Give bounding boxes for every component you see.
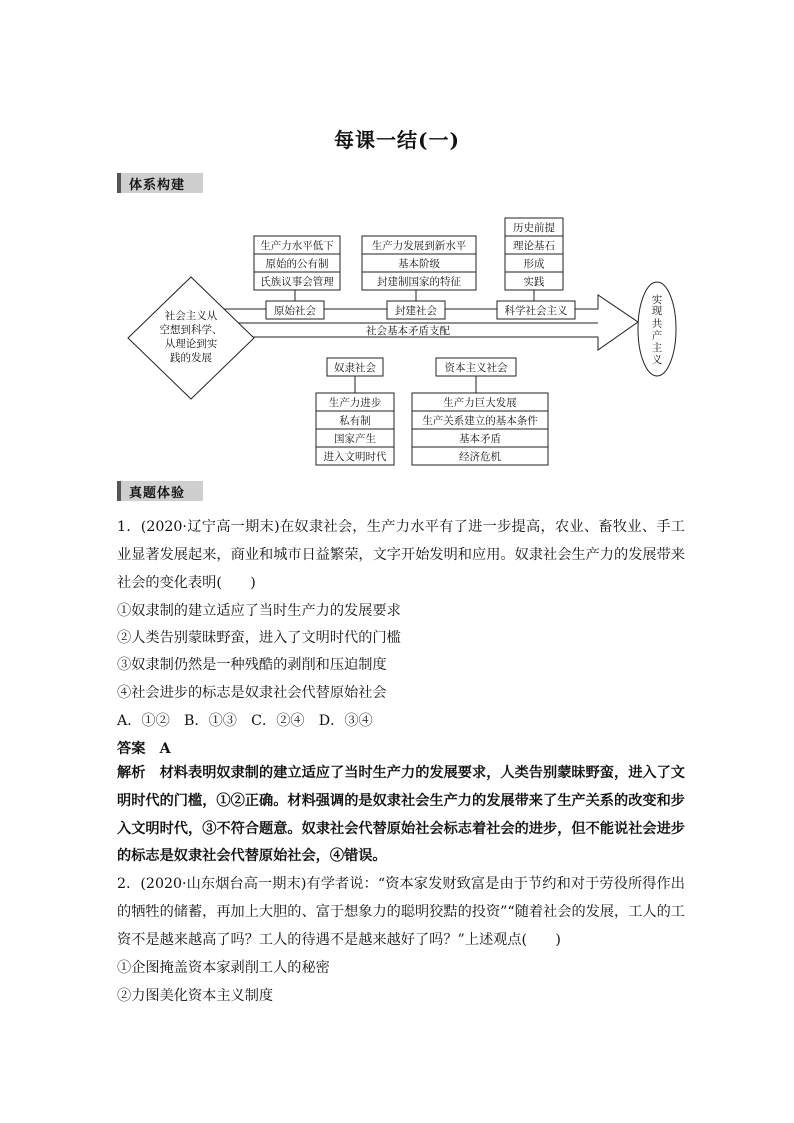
diamond-text: 践的发展 bbox=[170, 352, 212, 364]
detail-text: 封建制国家的特征 bbox=[377, 276, 461, 288]
detail-text: 生产力进步 bbox=[328, 397, 382, 409]
page-title: 每课一结(一) bbox=[334, 128, 460, 152]
section-label: 体系构建 bbox=[129, 177, 186, 193]
question-1-option: ②人类告别蒙昧野蛮，进入了文明时代的门槛 bbox=[117, 630, 401, 646]
detail-text: 形成 bbox=[523, 258, 545, 270]
detail-text: 进入文明时代 bbox=[323, 451, 387, 463]
question-1-choices: A．①② B．①③ C．②④ D．③④ bbox=[117, 713, 373, 729]
detail-text: 基本阶级 bbox=[398, 258, 440, 270]
question-1-option: ①奴隶制的建立适应了当时生产力的发展要求 bbox=[117, 603, 401, 619]
detail-text: 生产关系建立的基本条件 bbox=[422, 415, 538, 427]
detail-text: 生产力发展到新水平 bbox=[371, 240, 467, 252]
diamond-text: 空想到科学、 bbox=[159, 324, 223, 336]
oval-text: 共 bbox=[651, 318, 663, 330]
diamond-text: 从理论到实 bbox=[164, 338, 218, 350]
detail-text: 私有制 bbox=[339, 415, 371, 427]
detail-text: 理论基石 bbox=[513, 240, 555, 252]
section-header-exam bbox=[117, 481, 203, 501]
detail-text: 生产力巨大发展 bbox=[443, 397, 517, 409]
question-1-answer: 答案 A bbox=[117, 741, 171, 757]
detail-text: 经济危机 bbox=[459, 451, 501, 463]
detail-text: 原始的公有制 bbox=[265, 258, 329, 270]
question-1-option: ④社会进步的标志是奴隶社会代替原始社会 bbox=[117, 685, 387, 701]
oval-text: 实 bbox=[651, 294, 663, 306]
detail-text: 国家产生 bbox=[334, 433, 376, 445]
oval-text: 主 bbox=[651, 342, 663, 354]
detail-text: 历史前提 bbox=[513, 222, 555, 234]
question-1-option: ③奴隶制仍然是一种残酷的剥削和压迫制度 bbox=[117, 657, 387, 673]
question-1-analysis: 解析 材料表明奴隶制的建立适应了当时生产力的发展要求，人类告别蒙昧野蛮，进入了文明时代的门槛，①②正确。材料强调的是奴隶社会生产力的发展带来了生产关系的改变和步入文明时代，③不符合题意。奴隶社会代替原始社会标志着社会的进步，但不能说社会进步的标志是奴隶社会代替原始社会，④错误。 bbox=[117, 765, 685, 865]
stage-label: 奴隶社会 bbox=[334, 362, 376, 374]
concept-diagram bbox=[0, 0, 794, 480]
detail-text: 基本矛盾 bbox=[459, 433, 501, 445]
section-label: 真题体验 bbox=[129, 485, 186, 501]
stage-label: 科学社会主义 bbox=[504, 305, 568, 317]
oval-text: 产 bbox=[651, 330, 663, 342]
question-2-option: ①企图掩盖资本家剥削工人的秘密 bbox=[117, 960, 330, 976]
oval-text: 现 bbox=[651, 305, 663, 317]
diamond-text: 社会主义从 bbox=[164, 310, 218, 322]
detail-text: 氏族议事会管理 bbox=[260, 276, 334, 288]
detail-text: 实践 bbox=[523, 276, 545, 288]
question-2-option: ②力图美化资本主义制度 bbox=[117, 988, 274, 1004]
detail-text: 生产力水平低下 bbox=[260, 240, 334, 252]
oval-text: 义 bbox=[651, 354, 663, 366]
question-1-stem: 1．(2020·辽宁高一期末)在奴隶社会，生产力水平有了进一步提高，农业、畜牧业、手工业显著发展起来，商业和城市日益繁荣，文字开始发明和应用。奴隶社会生产力的发展带来社会的变化表明( ) bbox=[117, 519, 685, 591]
section-marker bbox=[117, 481, 121, 501]
stage-label: 资本主义社会 bbox=[444, 362, 508, 374]
stage-label: 封建社会 bbox=[395, 305, 437, 317]
arrow-label: 社会基本矛盾支配 bbox=[366, 325, 450, 337]
question-2-stem: 2．(2020·山东烟台高一期末)有学者说：“资本家发财致富是由于节约和对于劳役所得作出的牺牲的储蓄，再加上大胆的、富于想象力的聪明狡黠的投资”“随着社会的发展，工人的工资不是越来越高了吗？工人的待遇不是越来越好了吗？”上述观点( ) bbox=[117, 876, 685, 948]
stage-label: 原始社会 bbox=[274, 305, 316, 317]
